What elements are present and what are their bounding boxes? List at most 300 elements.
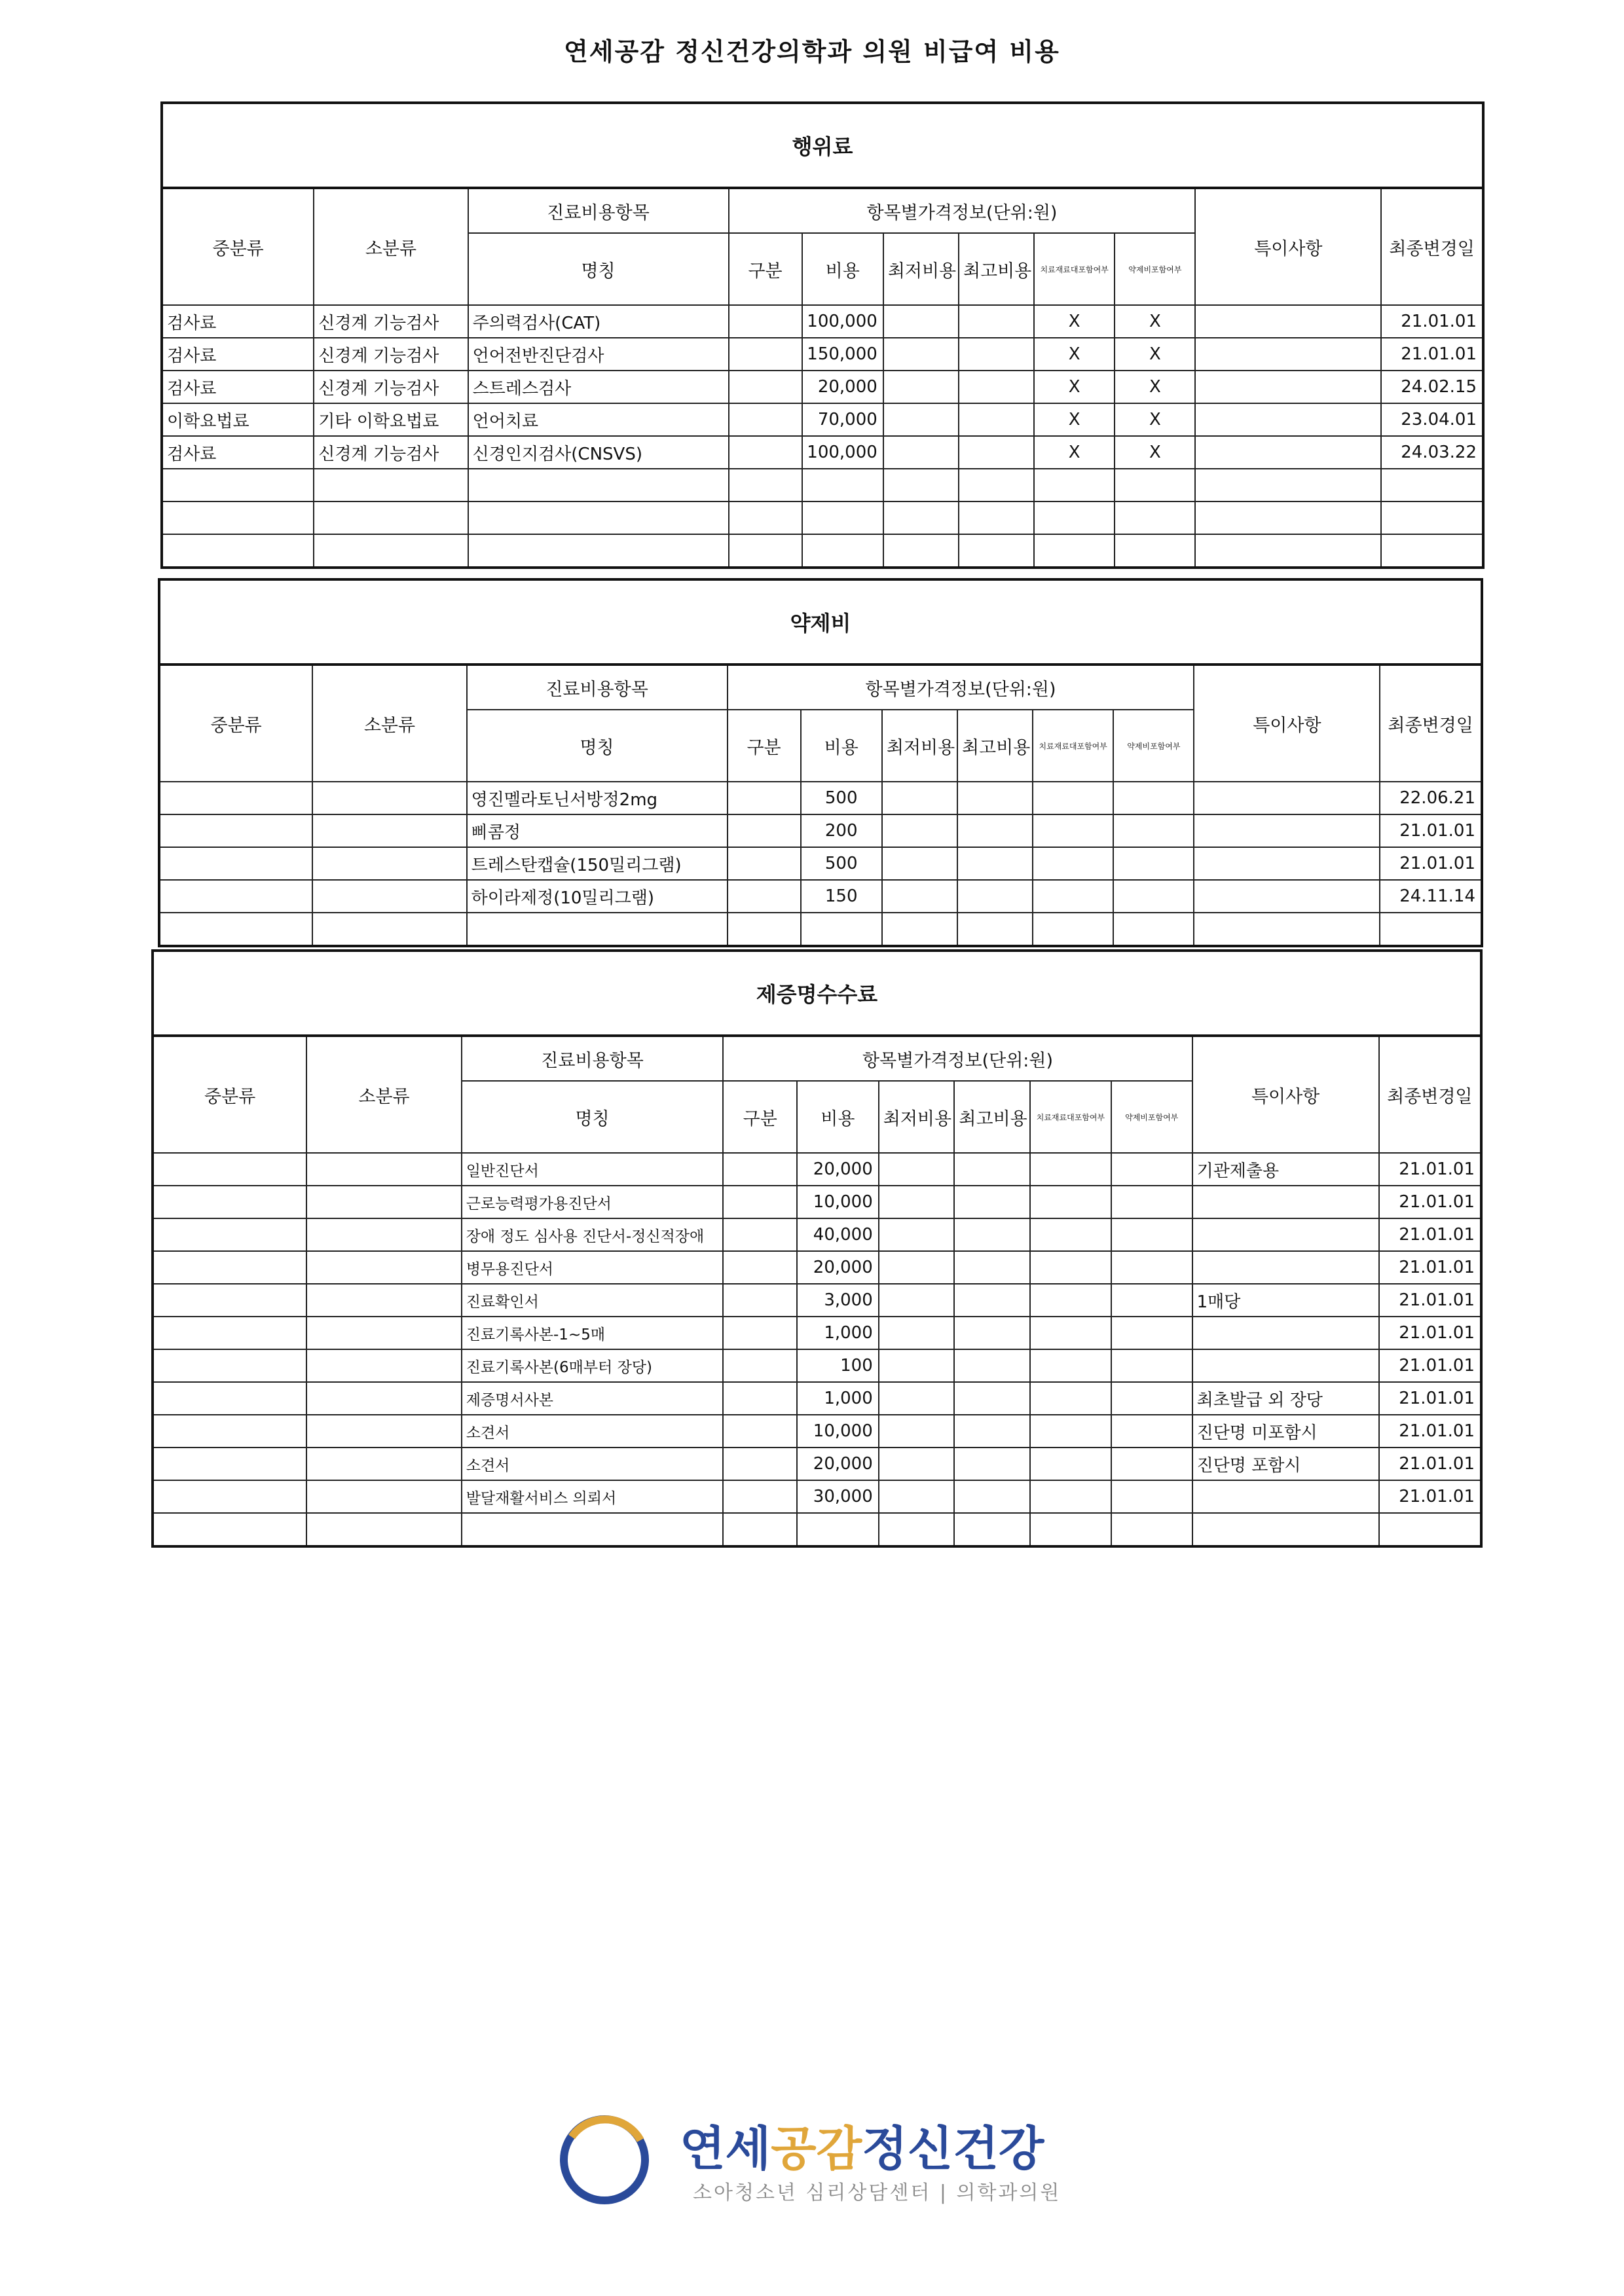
cell-empty <box>957 913 1033 946</box>
cell-empty <box>159 913 312 946</box>
cell-empty <box>468 501 729 534</box>
header-min-cost: 최저비용 <box>883 233 959 305</box>
cell-empty <box>802 469 883 501</box>
table-row <box>153 1317 1481 1349</box>
cell-mid-category <box>153 1382 306 1415</box>
cell-cost: 100,000 <box>802 436 883 469</box>
cell-mid-category <box>153 1317 306 1349</box>
header-min-cost: 최저비용 <box>882 710 957 782</box>
cell-max-cost <box>954 1153 1030 1186</box>
cell-notes <box>1192 1480 1379 1513</box>
cell-material-included <box>1030 1448 1111 1480</box>
cell-division <box>723 1415 797 1448</box>
cell-min-cost <box>883 403 959 436</box>
cell-empty <box>153 1513 306 1546</box>
cell-last-changed: 21.01.01 <box>1379 1218 1481 1251</box>
header-cost: 비용 <box>797 1081 879 1153</box>
cell-division <box>729 371 802 403</box>
cell-last-changed: 24.11.14 <box>1380 880 1482 913</box>
cell-division <box>723 1448 797 1480</box>
cell-empty <box>797 1513 879 1546</box>
cell-division <box>723 1317 797 1349</box>
cell-max-cost <box>959 338 1034 371</box>
cell-division <box>728 814 801 847</box>
cell-material-included <box>1033 880 1113 913</box>
table-row <box>162 305 1483 338</box>
cell-empty <box>959 501 1034 534</box>
cell-empty <box>1379 1513 1481 1546</box>
cell-min-cost <box>879 1480 955 1513</box>
header-name: 명칭 <box>467 710 728 782</box>
cell-material-included <box>1030 1349 1111 1382</box>
section-table-drug-costs <box>158 578 1483 947</box>
cell-material-included <box>1030 1382 1111 1415</box>
cell-mid-category <box>153 1251 306 1284</box>
cell-mid-category <box>153 1218 306 1251</box>
cell-min-cost <box>879 1218 955 1251</box>
cell-empty <box>314 534 468 568</box>
cell-sub-category <box>306 1382 461 1415</box>
cell-notes <box>1195 305 1381 338</box>
cell-empty <box>801 913 882 946</box>
cell-empty <box>728 913 801 946</box>
table-row <box>153 1415 1481 1448</box>
cell-empty <box>314 469 468 501</box>
header-notes: 특이사항 <box>1194 665 1380 782</box>
cell-cost: 200 <box>801 814 882 847</box>
cell-empty <box>1115 501 1195 534</box>
section-title: 약제비 <box>159 579 1482 665</box>
cell-min-cost <box>883 305 959 338</box>
cell-empty <box>959 534 1034 568</box>
header-max-cost: 최고비용 <box>954 1081 1030 1153</box>
cell-last-changed: 21.01.01 <box>1381 305 1483 338</box>
header-item-group: 진료비용항목 <box>467 665 728 710</box>
cell-mid-category <box>159 814 312 847</box>
cell-cost: 10,000 <box>797 1415 879 1448</box>
cell-mid-category <box>153 1153 306 1186</box>
cell-notes <box>1195 436 1381 469</box>
cell-mid-category <box>153 1186 306 1218</box>
cell-empty <box>729 469 802 501</box>
header-last-changed: 최종변경일 <box>1380 665 1482 782</box>
header-division: 구분 <box>728 710 801 782</box>
cell-empty <box>882 913 957 946</box>
cell-division <box>723 1186 797 1218</box>
cell-drug-included <box>1113 782 1194 814</box>
cell-empty <box>1195 534 1381 568</box>
header-division: 구분 <box>729 233 802 305</box>
cell-mid-category <box>159 880 312 913</box>
cell-cost: 100 <box>797 1349 879 1382</box>
cell-drug-included: X <box>1115 338 1195 371</box>
cell-mid-category <box>159 847 312 880</box>
table-row <box>153 1349 1481 1382</box>
cell-division <box>729 436 802 469</box>
cell-empty <box>312 913 466 946</box>
logo-ring-icon <box>555 2111 654 2209</box>
cell-min-cost <box>879 1349 955 1382</box>
cell-mid-category <box>153 1349 306 1382</box>
cell-mid-category <box>153 1284 306 1317</box>
cell-max-cost <box>954 1317 1030 1349</box>
cell-sub-category <box>306 1153 461 1186</box>
cell-drug-included <box>1111 1382 1192 1415</box>
cell-material-included <box>1033 847 1113 880</box>
table-row-empty <box>159 913 1482 946</box>
section-title: 제증명수수료 <box>153 951 1481 1036</box>
cell-last-changed: 21.01.01 <box>1379 1317 1481 1349</box>
cell-max-cost <box>959 436 1034 469</box>
cell-min-cost <box>882 814 957 847</box>
cell-drug-included <box>1111 1284 1192 1317</box>
header-notes: 특이사항 <box>1195 188 1381 305</box>
cell-max-cost <box>954 1382 1030 1415</box>
cell-division <box>723 1251 797 1284</box>
cell-empty <box>1034 469 1115 501</box>
cell-empty <box>1381 501 1483 534</box>
cell-mid-category: 검사료 <box>162 371 314 403</box>
cell-mid-category: 검사료 <box>162 305 314 338</box>
cell-drug-included <box>1111 1480 1192 1513</box>
cell-empty <box>1381 469 1483 501</box>
cell-max-cost <box>954 1284 1030 1317</box>
cell-sub-category <box>306 1480 461 1513</box>
cell-last-changed: 24.03.22 <box>1381 436 1483 469</box>
cell-division <box>723 1218 797 1251</box>
cell-min-cost <box>882 847 957 880</box>
cell-notes: 진단명 미포함시 <box>1192 1415 1379 1448</box>
cell-cost: 20,000 <box>802 371 883 403</box>
cell-division <box>729 403 802 436</box>
cell-empty <box>729 501 802 534</box>
cell-mid-category: 검사료 <box>162 338 314 371</box>
cell-name: 주의력검사(CAT) <box>468 305 729 338</box>
cell-cost: 20,000 <box>797 1448 879 1480</box>
cell-notes: 기관제출용 <box>1192 1153 1379 1186</box>
section-table-procedure-fees <box>160 101 1485 569</box>
cell-notes <box>1195 371 1381 403</box>
cell-cost: 500 <box>801 782 882 814</box>
header-price-group: 항목별가격정보(단위:원) <box>728 665 1194 710</box>
cell-division <box>729 305 802 338</box>
cell-drug-included <box>1113 880 1194 913</box>
cell-empty <box>467 913 728 946</box>
logo-name: 연세공감정신건강 <box>680 2121 1044 2176</box>
header-last-changed: 최종변경일 <box>1379 1036 1481 1153</box>
cell-drug-included <box>1111 1218 1192 1251</box>
table-row-empty <box>162 534 1483 568</box>
header-mid-category: 중분류 <box>159 665 312 782</box>
cell-min-cost <box>879 1415 955 1448</box>
cell-mid-category <box>153 1415 306 1448</box>
cell-empty <box>1033 913 1113 946</box>
table-row-empty <box>153 1513 1481 1546</box>
cell-max-cost <box>959 305 1034 338</box>
cell-sub-category <box>306 1186 461 1218</box>
header-min-cost: 최저비용 <box>879 1081 955 1153</box>
cell-name: 하이라제정(10밀리그램) <box>467 880 728 913</box>
cell-empty <box>723 1513 797 1546</box>
cell-division <box>723 1382 797 1415</box>
cell-notes <box>1192 1317 1379 1349</box>
cell-cost: 150 <box>801 880 882 913</box>
cell-name: 언어전반진단검사 <box>468 338 729 371</box>
cell-notes <box>1195 403 1381 436</box>
cell-material-included <box>1033 782 1113 814</box>
cell-drug-included <box>1111 1186 1192 1218</box>
table-row <box>153 1218 1481 1251</box>
cell-empty <box>959 469 1034 501</box>
table-row <box>162 338 1483 371</box>
cell-empty <box>1030 1513 1111 1546</box>
header-material-included: 치료재료대포함여부 <box>1030 1081 1111 1153</box>
cell-drug-included <box>1113 847 1194 880</box>
section-table-certificate-fees <box>151 949 1483 1548</box>
cell-min-cost <box>879 1448 955 1480</box>
cell-drug-included <box>1111 1153 1192 1186</box>
header-division: 구분 <box>723 1081 797 1153</box>
table-row <box>153 1382 1481 1415</box>
header-drug-included: 약제비포함여부 <box>1113 710 1194 782</box>
cell-material-included <box>1030 1317 1111 1349</box>
cell-material-included <box>1030 1480 1111 1513</box>
cell-empty <box>1115 534 1195 568</box>
cell-empty <box>314 501 468 534</box>
cell-material-included <box>1030 1218 1111 1251</box>
cell-empty <box>1195 469 1381 501</box>
cell-empty <box>1381 534 1483 568</box>
cell-last-changed: 24.02.15 <box>1381 371 1483 403</box>
cell-material-included <box>1030 1153 1111 1186</box>
cell-max-cost <box>954 1415 1030 1448</box>
cell-empty <box>462 1513 724 1546</box>
cell-drug-included <box>1111 1415 1192 1448</box>
table-row <box>159 847 1482 880</box>
header-sub-category: 소분류 <box>306 1036 461 1153</box>
cell-sub-category <box>312 782 466 814</box>
cell-last-changed: 21.01.01 <box>1380 814 1482 847</box>
cell-mid-category <box>153 1448 306 1480</box>
cell-sub-category: 기타 이학요법료 <box>314 403 468 436</box>
cell-name: 병무용진단서 <box>462 1251 724 1284</box>
cell-notes <box>1192 1186 1379 1218</box>
cell-empty <box>468 469 729 501</box>
header-notes: 특이사항 <box>1192 1036 1379 1153</box>
cell-material-included <box>1030 1186 1111 1218</box>
cell-max-cost <box>959 371 1034 403</box>
clinic-logo <box>555 2105 1092 2210</box>
cell-empty <box>306 1513 461 1546</box>
cell-max-cost <box>954 1218 1030 1251</box>
header-sub-category: 소분류 <box>312 665 466 782</box>
table-row <box>153 1153 1481 1186</box>
cell-notes <box>1195 338 1381 371</box>
cell-empty <box>729 534 802 568</box>
cell-name: 소견서 <box>462 1415 724 1448</box>
cell-name: 트레스탄캡슐(150밀리그램) <box>467 847 728 880</box>
cell-empty <box>1115 469 1195 501</box>
cell-name: 일반진단서 <box>462 1153 724 1186</box>
header-item-group: 진료비용항목 <box>468 188 729 233</box>
table-row <box>153 1186 1481 1218</box>
cell-mid-category: 이학요법료 <box>162 403 314 436</box>
cell-min-cost <box>879 1153 955 1186</box>
header-max-cost: 최고비용 <box>959 233 1034 305</box>
cell-empty <box>883 469 959 501</box>
table-row <box>159 814 1482 847</box>
cell-mid-category <box>153 1480 306 1513</box>
header-mid-category: 중분류 <box>153 1036 306 1153</box>
header-mid-category: 중분류 <box>162 188 314 305</box>
cell-cost: 20,000 <box>797 1251 879 1284</box>
header-material-included: 치료재료대포함여부 <box>1034 233 1115 305</box>
cell-cost: 100,000 <box>802 305 883 338</box>
cell-empty <box>802 534 883 568</box>
cell-division <box>723 1153 797 1186</box>
page-title: 연세공감 정신건강의학과 의원 비급여 비용 <box>564 37 1060 66</box>
cell-drug-included <box>1113 814 1194 847</box>
cell-max-cost <box>954 1480 1030 1513</box>
header-material-included: 치료재료대포함여부 <box>1033 710 1113 782</box>
cell-sub-category <box>306 1284 461 1317</box>
header-cost: 비용 <box>801 710 882 782</box>
cell-division <box>723 1349 797 1382</box>
logo-subtitle: 소아청소년 심리상담센터 | 의학과의원 <box>693 2181 1061 2204</box>
cell-name: 진료기록사본(6매부터 장당) <box>462 1349 724 1382</box>
cell-sub-category <box>306 1317 461 1349</box>
cell-name: 소견서 <box>462 1448 724 1480</box>
cell-name: 진료확인서 <box>462 1284 724 1317</box>
cell-min-cost <box>879 1284 955 1317</box>
cell-material-included <box>1030 1415 1111 1448</box>
cell-drug-included: X <box>1115 403 1195 436</box>
cell-last-changed: 21.01.01 <box>1379 1448 1481 1480</box>
cell-sub-category <box>306 1448 461 1480</box>
cell-drug-included: X <box>1115 305 1195 338</box>
cell-min-cost <box>883 338 959 371</box>
cell-division <box>729 338 802 371</box>
cell-last-changed: 21.01.01 <box>1379 1382 1481 1415</box>
cell-last-changed: 21.01.01 <box>1379 1284 1481 1317</box>
cell-empty <box>879 1513 955 1546</box>
cell-name: 진료기록사본-1~5매 <box>462 1317 724 1349</box>
header-name: 명칭 <box>462 1081 724 1153</box>
cell-empty <box>1192 1513 1379 1546</box>
section-title: 행위료 <box>162 103 1483 188</box>
cell-last-changed: 21.01.01 <box>1379 1480 1481 1513</box>
cell-max-cost <box>957 782 1033 814</box>
cell-last-changed: 21.01.01 <box>1379 1349 1481 1382</box>
cell-empty <box>802 501 883 534</box>
cell-division <box>723 1284 797 1317</box>
cell-empty <box>468 534 729 568</box>
cell-material-included <box>1033 814 1113 847</box>
table-row <box>159 880 1482 913</box>
cell-material-included <box>1030 1251 1111 1284</box>
cell-empty <box>883 534 959 568</box>
cell-last-changed: 23.04.01 <box>1381 403 1483 436</box>
cell-cost: 1,000 <box>797 1317 879 1349</box>
cell-empty <box>1034 501 1115 534</box>
cell-min-cost <box>882 880 957 913</box>
cell-min-cost <box>883 436 959 469</box>
cell-name: 삐콤정 <box>467 814 728 847</box>
cell-min-cost <box>879 1186 955 1218</box>
cell-material-included <box>1030 1284 1111 1317</box>
cell-notes <box>1194 880 1380 913</box>
cell-cost: 500 <box>801 847 882 880</box>
cell-notes <box>1194 847 1380 880</box>
cell-min-cost <box>879 1317 955 1349</box>
header-name: 명칭 <box>468 233 729 305</box>
cell-last-changed: 21.01.01 <box>1379 1251 1481 1284</box>
cell-empty <box>1195 501 1381 534</box>
cell-notes: 1매당 <box>1192 1284 1379 1317</box>
header-last-changed: 최종변경일 <box>1381 188 1483 305</box>
cell-cost: 40,000 <box>797 1218 879 1251</box>
table-row <box>153 1448 1481 1480</box>
cell-last-changed: 21.01.01 <box>1379 1186 1481 1218</box>
cell-drug-included: X <box>1115 371 1195 403</box>
cell-notes <box>1194 814 1380 847</box>
cell-notes <box>1192 1349 1379 1382</box>
cell-empty <box>1034 534 1115 568</box>
cell-last-changed: 21.01.01 <box>1379 1153 1481 1186</box>
header-drug-included: 약제비포함여부 <box>1111 1081 1192 1153</box>
cell-empty <box>1113 913 1194 946</box>
cell-cost: 3,000 <box>797 1284 879 1317</box>
header-price-group: 항목별가격정보(단위:원) <box>729 188 1196 233</box>
cell-last-changed: 22.06.21 <box>1380 782 1482 814</box>
cell-name: 신경인지검사(CNSVS) <box>468 436 729 469</box>
cell-max-cost <box>954 1251 1030 1284</box>
table-row <box>153 1284 1481 1317</box>
cell-cost: 20,000 <box>797 1153 879 1186</box>
cell-material-included: X <box>1034 436 1115 469</box>
cell-notes <box>1192 1251 1379 1284</box>
cell-max-cost <box>957 814 1033 847</box>
cell-name: 제증명서사본 <box>462 1382 724 1415</box>
cell-max-cost <box>957 847 1033 880</box>
header-drug-included: 약제비포함여부 <box>1115 233 1195 305</box>
cell-sub-category <box>306 1415 461 1448</box>
cell-name: 근로능력평가용진단서 <box>462 1186 724 1218</box>
cell-cost: 1,000 <box>797 1382 879 1415</box>
cell-empty <box>1111 1513 1192 1546</box>
cell-empty <box>162 469 314 501</box>
cell-max-cost <box>954 1186 1030 1218</box>
cell-notes: 최초발급 외 장당 <box>1192 1382 1379 1415</box>
cell-division <box>728 847 801 880</box>
cell-empty <box>883 501 959 534</box>
cell-empty <box>162 501 314 534</box>
cell-name: 스트레스검사 <box>468 371 729 403</box>
cell-sub-category <box>312 814 466 847</box>
cell-max-cost <box>957 880 1033 913</box>
cell-drug-included <box>1111 1349 1192 1382</box>
cell-division <box>723 1480 797 1513</box>
cell-cost: 70,000 <box>802 403 883 436</box>
cell-name: 장애 정도 심사용 진단서-정신적장애 <box>462 1218 724 1251</box>
cell-min-cost <box>883 371 959 403</box>
cell-sub-category: 신경계 기능검사 <box>314 338 468 371</box>
cell-mid-category: 검사료 <box>162 436 314 469</box>
header-cost: 비용 <box>802 233 883 305</box>
cell-min-cost <box>879 1382 955 1415</box>
cell-empty <box>162 534 314 568</box>
cell-sub-category: 신경계 기능검사 <box>314 305 468 338</box>
